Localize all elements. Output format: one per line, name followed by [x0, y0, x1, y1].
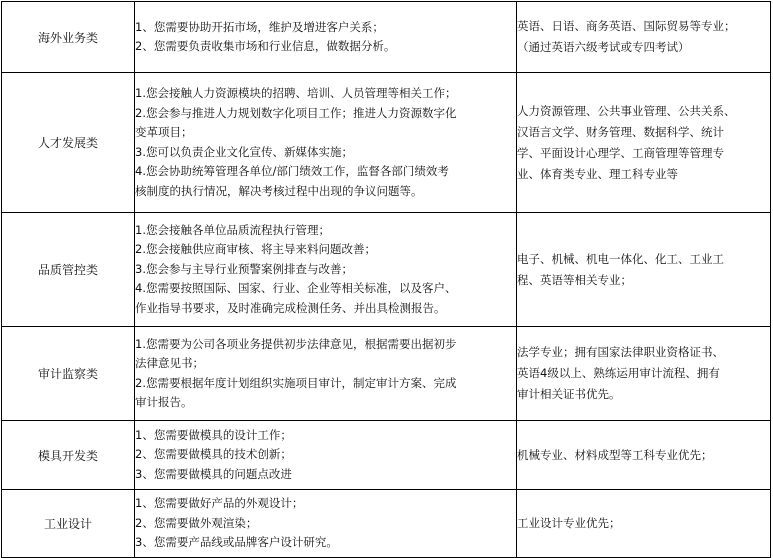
category-cell: 海外业务类 [2, 2, 135, 73]
requirements-cell [517, 421, 771, 490]
duty-line: 1.您需要为公司各项业务提供初步法律意见，根据需要出据初步 [135, 336, 457, 351]
requirement-line: 程、英语等相关专业； [517, 272, 632, 287]
table-row [2, 327, 771, 421]
requirements-cell [517, 213, 771, 327]
duty-line: 1.您会接触人力资源模块的招聘、培训、人员管理等相关工作； [135, 86, 457, 100]
duty-line: 3.您会参与主导行业预警案例排查与改善； [135, 261, 353, 276]
duties-cell [135, 73, 517, 213]
duties-cell [135, 327, 517, 421]
duty-line: 2、您需要负责收集市场和行业信息，做数据分析。 [135, 39, 396, 53]
requirement-line: 工业设计专业优先； [517, 516, 621, 530]
duties-cell [135, 213, 517, 327]
table-row [2, 73, 771, 213]
duty-line: 4.您会协助统筹管理各单位/部门绩效工作，监督各部门绩效考 [135, 164, 449, 178]
duties-cell [135, 2, 517, 73]
duty-line: 1.您会接触各单位品质流程执行管理； [135, 222, 330, 237]
requirements-cell [517, 490, 771, 558]
duty-line: 3、您需要做模具的问题点改进 [135, 466, 292, 481]
duty-line: 1、您需要做模具的设计工作； [135, 427, 292, 442]
duty-line: 核制度的执行情况，解决考核过程中出现的争议问题等。 [135, 183, 423, 198]
duty-line: 4.您需要按照国际、国家、行业、企业等相关标准，以及客户、 [135, 281, 457, 296]
category-cell: 审计监察类 [2, 327, 135, 421]
requirement-line: 机械专业、材料成型等工科专业优先； [517, 447, 713, 462]
duty-line: 法律意见书； [135, 356, 204, 370]
requirement-line: 法学专业；拥有国家法律职业资格证书、 [517, 345, 724, 359]
requirements-cell [517, 327, 771, 421]
table-row [2, 421, 771, 490]
duty-line: 作业指导书要求，及时准确完成检测任务、并出具检测报告。 [135, 300, 446, 315]
requirement-line: 电子、机械、机电一体化、化工、工业工 [517, 251, 724, 266]
requirement-line: 英语4级以上、熟练运用审计流程、拥有 [517, 366, 720, 380]
requirement-line: 汉语言文学、财务管理、数据科学、统计 [517, 124, 724, 139]
category-cell: 工业设计 [2, 490, 135, 558]
requirement-line: 英语、日语、商务英语、国际贸易等专业； [517, 19, 736, 33]
table-row [2, 490, 771, 558]
duties-cell [135, 490, 517, 558]
category-cell: 人才发展类 [2, 73, 135, 213]
duty-line: 1、您需要协助开拓市场，维护及增进客户关系； [135, 19, 384, 34]
requirement-line: 业、体育类专业、理工科专业等 [517, 166, 678, 181]
requirement-line: 审计相关证书优先。 [517, 387, 621, 401]
duty-line: 3.您可以负责企业文化宣传、新媒体实施； [135, 144, 353, 159]
job-category-table [1, 1, 771, 558]
requirement-line: （通过英语六级考试或专四考试） [517, 40, 690, 54]
duty-line: 2、您需要做模具的技术创新； [135, 447, 292, 462]
category-cell: 模具开发类 [2, 421, 135, 490]
requirements-cell [517, 73, 771, 213]
requirement-line: 人力资源管理、公共事业管理、公共关系、 [517, 103, 736, 118]
duty-line: 1、您需要做好产品的外观设计； [135, 496, 304, 511]
duty-line: 审计报告。 [135, 395, 193, 409]
table-row [2, 2, 771, 73]
duty-line: 2、您需要做外观渲染； [135, 515, 258, 530]
requirements-cell [517, 2, 771, 73]
duties-cell [135, 421, 517, 490]
duty-line: 2.您需要根据年度计划组织实施项目审计，制定审计方案、完成 [135, 375, 457, 390]
duty-line: 3、您需要产品线或品牌客户设计研究。 [135, 535, 338, 550]
duty-line: 2.您会参与推进人力规划数字化项目工作；推进人力资源数字化 [135, 105, 457, 120]
duty-line: 2.您会接触供应商审核、将主导来料问题改善； [135, 242, 376, 257]
category-cell: 品质管控类 [2, 213, 135, 327]
table-row [2, 213, 771, 327]
requirement-line: 学、平面设计心理学、工商管理等管理专 [517, 145, 724, 160]
duty-line: 变革项目； [135, 125, 193, 139]
